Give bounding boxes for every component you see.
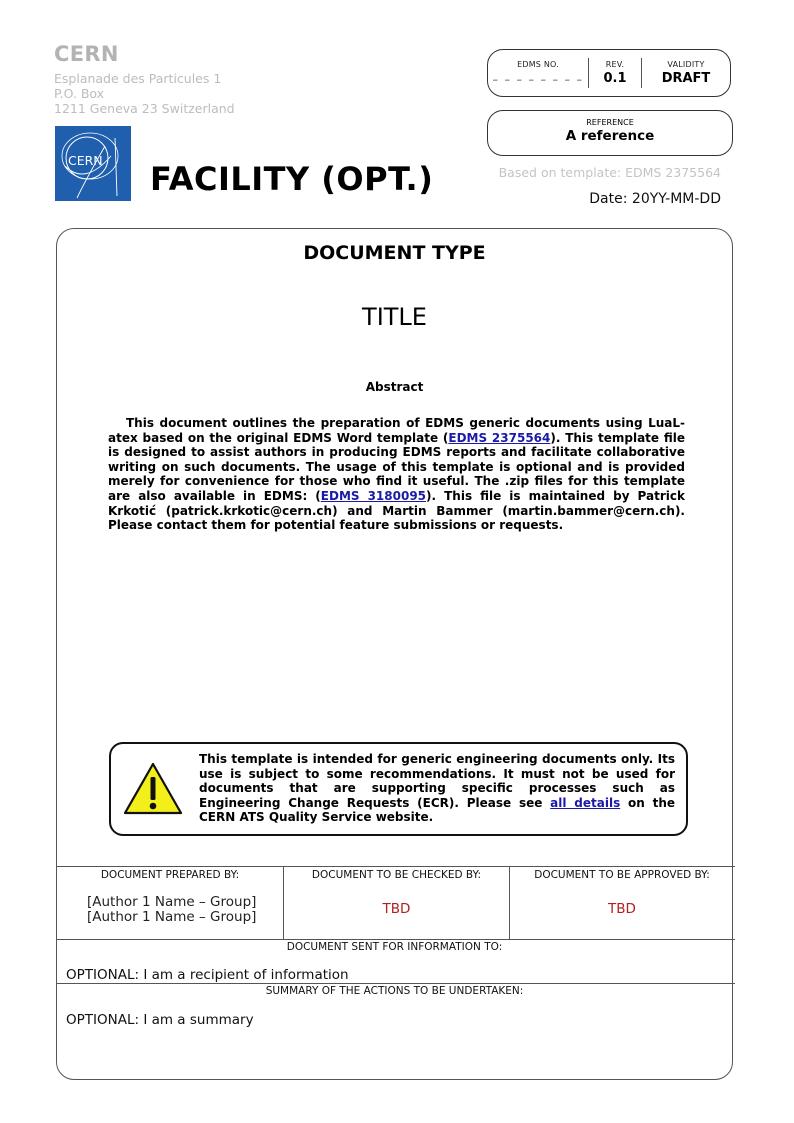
table-top-border	[56, 866, 735, 867]
edms-3180095-link[interactable]: EDMS 3180095	[320, 488, 427, 503]
warning-part-2: on the CERN ATS Quality Service website.	[199, 795, 675, 825]
edms-no-cell	[488, 50, 588, 96]
abstract-text	[108, 416, 685, 533]
edms-info-box	[487, 49, 731, 97]
table-row-divider-2	[56, 983, 735, 984]
warning-icon	[122, 761, 184, 817]
all-details-link[interactable]: all details	[550, 795, 621, 810]
checked-by-value: TBD	[382, 901, 411, 917]
cern-logo	[55, 126, 131, 201]
address-line-3: 1211 Geneva 23 Switzerland	[54, 101, 235, 116]
reference-box	[487, 110, 733, 156]
summary-value: OPTIONAL: I am a summary	[66, 1012, 254, 1028]
rev-label: REV.	[605, 60, 625, 69]
cern-logo-icon	[55, 126, 131, 201]
info-recipients-value: OPTIONAL: I am a recipient of information	[66, 967, 349, 983]
approved-by-header: DOCUMENT TO BE APPROVED BY:	[534, 869, 710, 881]
prepared-by-header: DOCUMENT PREPARED BY:	[100, 869, 240, 881]
document-date: Date: 20YY-MM-DD	[589, 191, 721, 207]
table-row-divider	[56, 939, 735, 940]
reference-value: A reference	[565, 128, 655, 144]
address-line-1: Esplanade des Particules 1	[54, 71, 222, 86]
warning-text	[199, 752, 675, 825]
abstract-part-3: ). This file is maintained by Patrick Krkotić (patrick.krkotic@cern.ch) and Martin Bammer (martin.bammer@cern.ch). Please contact them for potential feature submissions or requests.	[108, 488, 685, 533]
approved-by-value: TBD	[608, 901, 636, 917]
info-recipients-header: DOCUMENT SENT FOR INFORMATION TO:	[286, 941, 503, 953]
address-line-2: P.O. Box	[54, 86, 105, 101]
edms-no-value: – – – – – – – –	[492, 73, 584, 86]
checked-by-header: DOCUMENT TO BE CHECKED BY:	[311, 869, 482, 881]
facility-title: FACILITY (OPT.)	[150, 160, 434, 198]
document-title: TITLE	[362, 303, 427, 331]
rev-value: 0.1	[603, 71, 627, 86]
org-name: CERN	[54, 42, 119, 66]
edms-no-label: EDMS NO.	[517, 60, 559, 69]
edms-2375564-link[interactable]: EDMS 2375564	[448, 430, 551, 445]
abstract-heading: Abstract	[365, 380, 424, 394]
abstract-part-1: This document outlines the preparation of EDMS generic documents using LuaL-atex based on the original EDMS Word template (	[108, 416, 685, 445]
author-2: [Author 1 Name – Group]	[87, 909, 257, 925]
author-1: [Author 1 Name – Group]	[87, 894, 257, 910]
document-type: DOCUMENT TYPE	[303, 242, 486, 264]
rev-cell	[589, 50, 641, 96]
warning-part-1: This template is intended for generic engineering documents only. Its use is subject to some recommendations. It must not be used for documents that are supporting specific processes such as Engineering Change Requests (ECR). Please see	[199, 752, 675, 810]
validity-label: VALIDITY	[667, 60, 705, 69]
validity-value: DRAFT	[661, 71, 711, 86]
summary-header: SUMMARY OF THE ACTIONS TO BE UNDERTAKEN:	[265, 985, 524, 997]
template-note: Based on template: EDMS 2375564	[498, 165, 721, 180]
reference-label: REFERENCE	[586, 118, 634, 127]
abstract-part-2: ). This template file is designed to assist authors in producing EDMS reports and facilitate collaborative writing on such documents. The usage of this template is optional and is provided merely for convenience for those who find it useful. The .zip files for this template are also available in EDMS: (	[108, 430, 685, 503]
svg-text:CERN: CERN	[68, 153, 103, 168]
validity-cell	[642, 50, 730, 96]
